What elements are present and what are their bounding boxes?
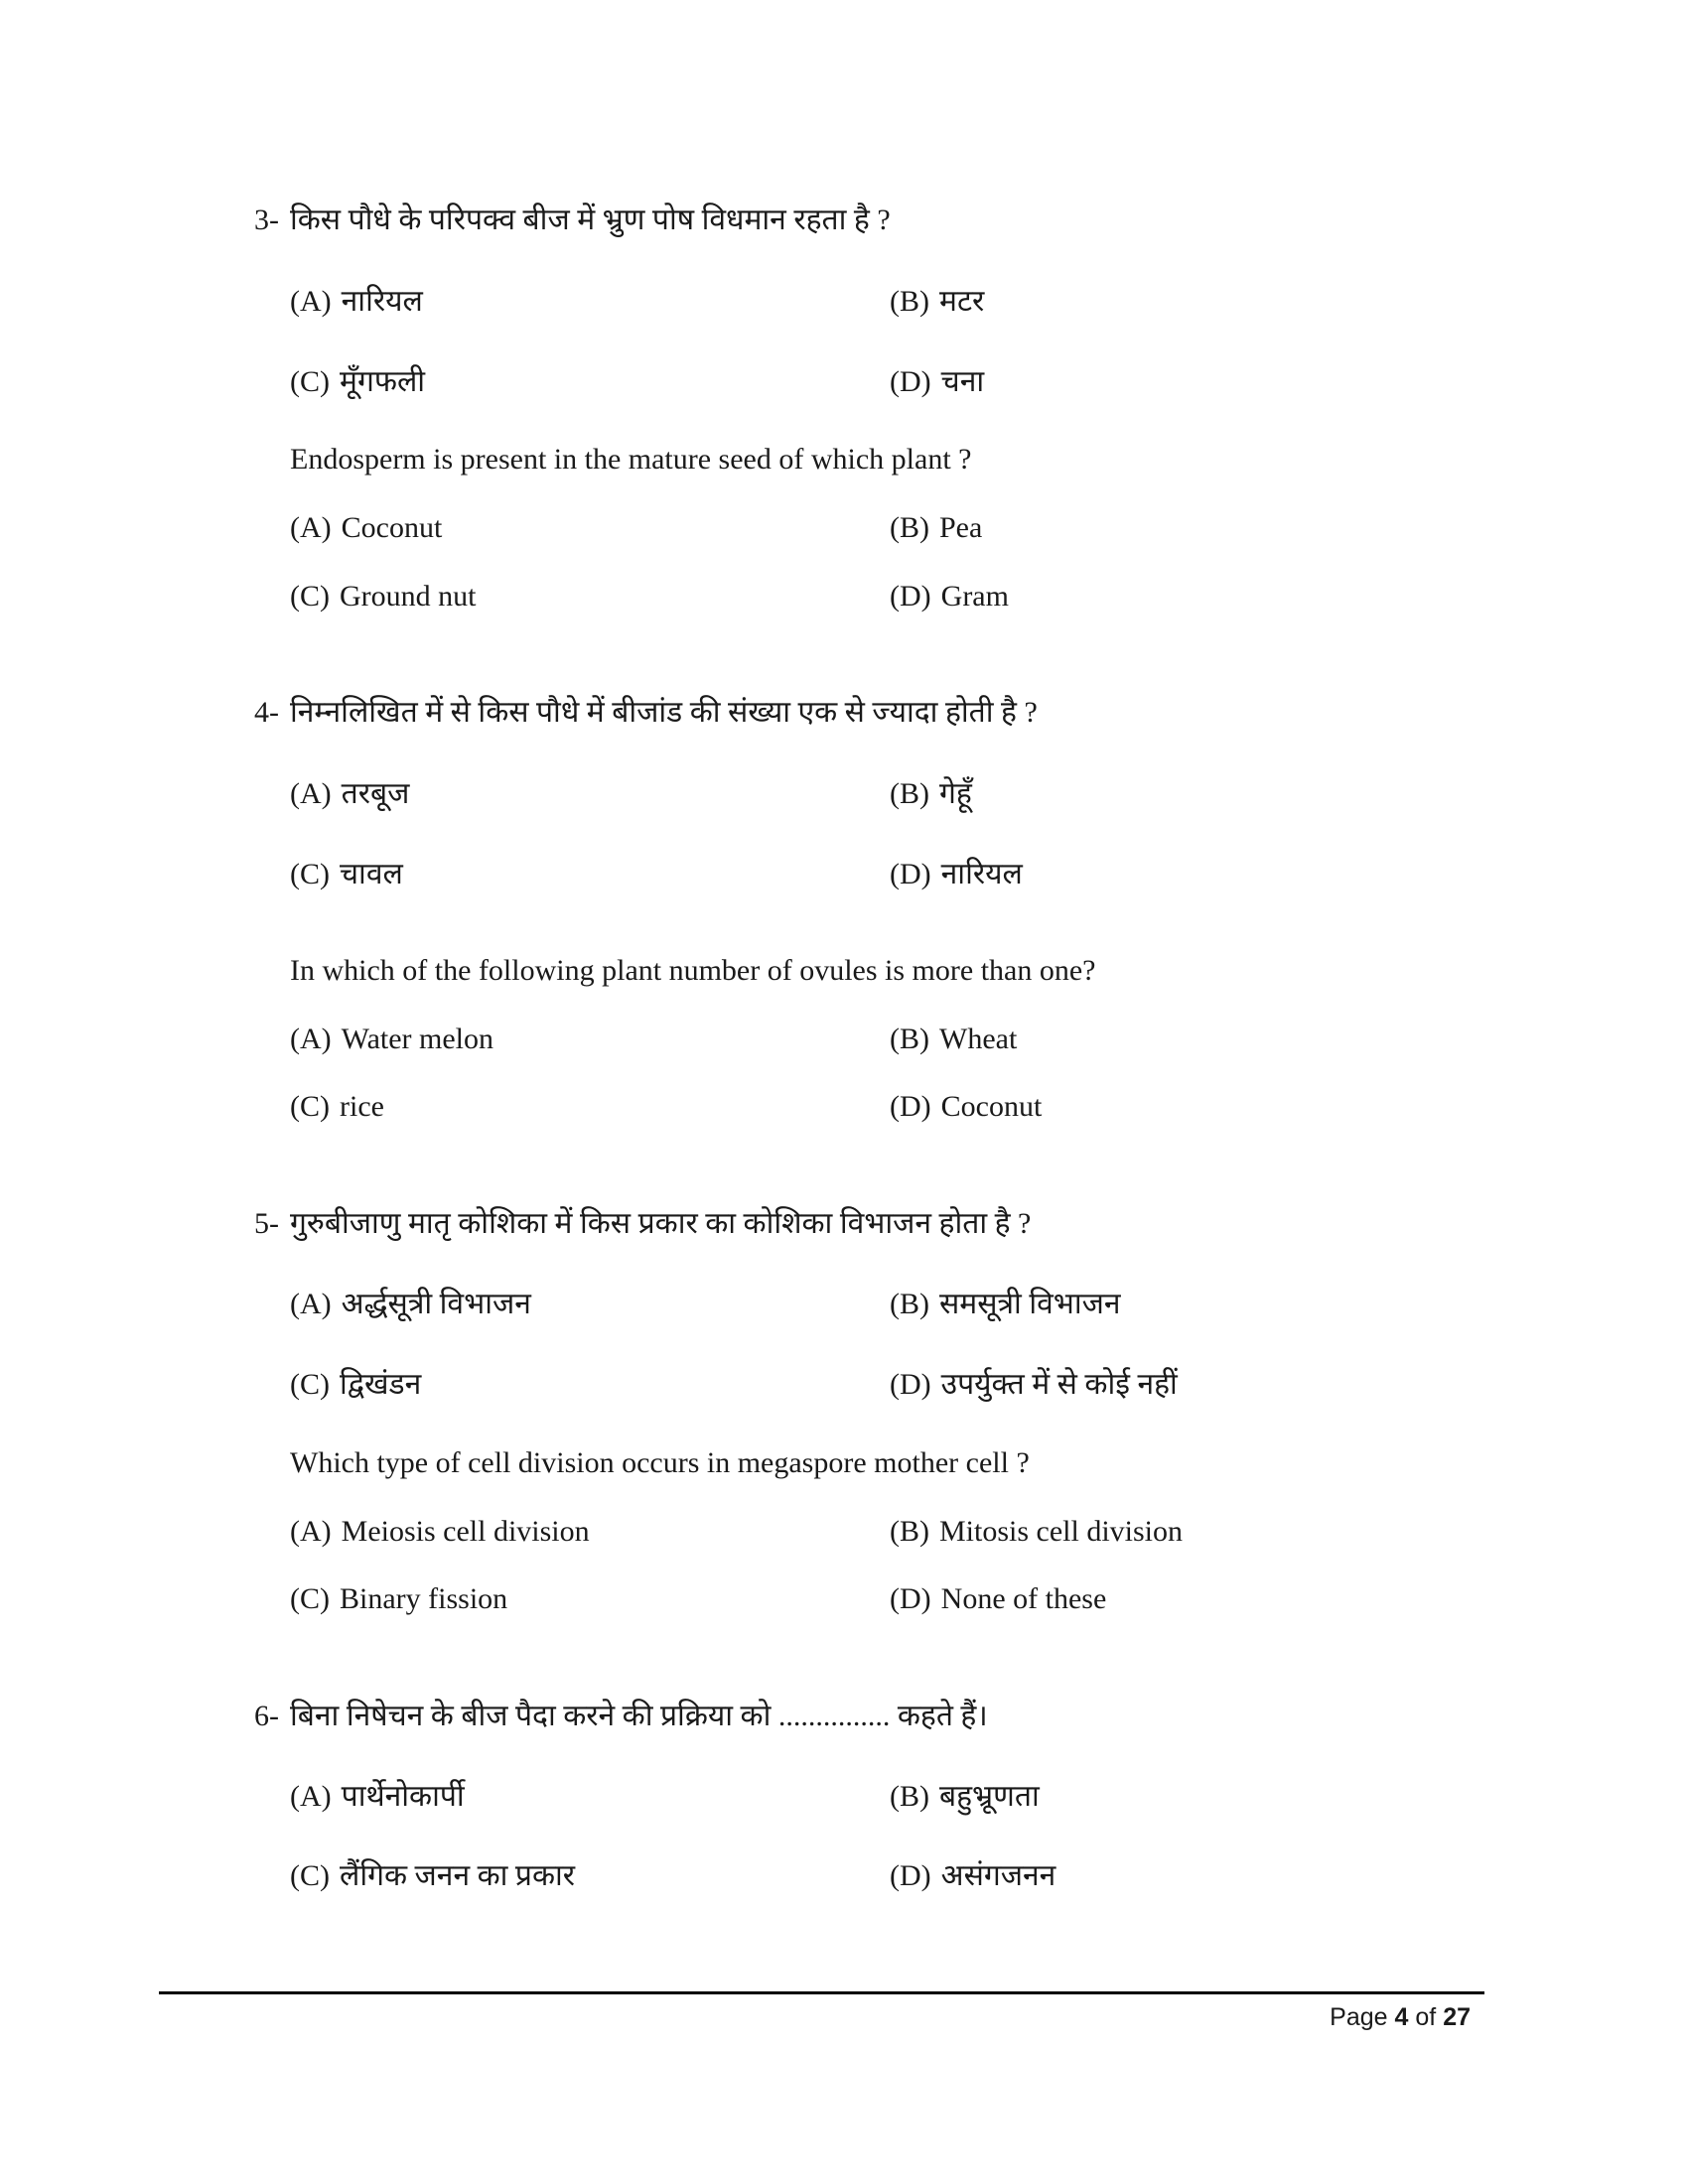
- option-text: Binary fission: [340, 1582, 508, 1615]
- question-text-english: Endosperm is present in the mature seed of which plant ?: [290, 443, 972, 476]
- option-text: Pea: [939, 511, 983, 544]
- page-word: Page: [1330, 2003, 1388, 2031]
- option-hindi: [290, 855, 403, 894]
- option-hindi: [290, 282, 423, 322]
- option-text: समसूत्री विभाजन: [939, 1288, 1121, 1320]
- option-text: चना: [940, 365, 985, 398]
- question-number: 5-: [254, 1207, 279, 1240]
- option-english: [290, 577, 477, 616]
- question-hindi: [254, 1697, 988, 1736]
- option-english: [890, 1579, 1106, 1619]
- option-label: (D): [890, 1368, 931, 1401]
- option-label: (C): [290, 580, 330, 613]
- option-text: मटर: [939, 285, 985, 318]
- question-text-english: Which type of cell division occurs in megaspore mother cell ?: [290, 1446, 1030, 1479]
- question-text-hindi: गुरुबीजाणु मातृ कोशिका में किस प्रकार का कोशिका विभाजन होता है ?: [290, 1207, 1032, 1240]
- question-text-english: In which of the following plant number of ovules is more than one?: [290, 954, 1096, 987]
- option-label: (C): [290, 365, 330, 398]
- option-english: [890, 1087, 1042, 1127]
- option-text: गेहूँ: [939, 777, 972, 810]
- option-label: (D): [890, 858, 931, 890]
- option-label: (D): [890, 1582, 931, 1615]
- option-hindi: [890, 855, 1023, 894]
- option-label: (C): [290, 858, 330, 890]
- option-text: उपर्युक्त में से कोई नहीं: [940, 1368, 1178, 1401]
- option-hindi: [890, 362, 984, 402]
- option-english: [290, 1512, 590, 1552]
- option-text: Coconut: [940, 1090, 1043, 1123]
- option-text: Water melon: [341, 1023, 494, 1055]
- option-text: Gram: [940, 580, 1009, 613]
- option-label: (B): [890, 1515, 929, 1548]
- page-number: [1330, 2003, 1471, 2032]
- option-label: (C): [290, 1582, 330, 1615]
- option-english: [290, 1579, 507, 1619]
- question-number: 3-: [254, 204, 279, 236]
- option-english: [290, 1020, 493, 1059]
- option-hindi: [890, 1856, 1055, 1896]
- option-label: (A): [290, 1515, 332, 1548]
- option-label: (A): [290, 1288, 332, 1320]
- option-text: द्विखंडन: [340, 1368, 422, 1401]
- question-text-hindi: किस पौधे के परिपक्व बीज में भ्रुण पोष विधमान रहता है ?: [290, 204, 891, 236]
- option-text: लैंगिक जनन का प्रकार: [340, 1859, 576, 1892]
- option-hindi: [890, 282, 984, 322]
- option-label: (B): [890, 511, 929, 544]
- option-text: असंगजनन: [940, 1859, 1056, 1892]
- option-hindi: [890, 1777, 1040, 1817]
- option-label: (B): [890, 285, 929, 318]
- option-english: [890, 577, 1009, 616]
- option-label: (A): [290, 511, 332, 544]
- question-number: 6-: [254, 1700, 279, 1732]
- option-hindi: [890, 1285, 1121, 1324]
- option-label: (D): [890, 365, 931, 398]
- option-label: (C): [290, 1859, 330, 1892]
- option-label: (A): [290, 1023, 332, 1055]
- question-text-hindi: बिना निषेचन के बीज पैदा करने की प्रक्रिया को ............... कहते हैं।: [290, 1700, 988, 1732]
- option-hindi: [290, 362, 425, 402]
- option-label: (B): [890, 1023, 929, 1055]
- option-label: (C): [290, 1368, 330, 1401]
- question-number: 4-: [254, 696, 279, 729]
- option-english: [890, 1512, 1183, 1552]
- option-text: चावल: [340, 858, 403, 890]
- of-word: of: [1415, 2003, 1437, 2031]
- option-label: (A): [290, 285, 332, 318]
- option-text: नारियल: [341, 285, 423, 318]
- option-label: (B): [890, 1780, 929, 1813]
- option-text: तरबूज: [341, 777, 410, 810]
- option-text: Coconut: [341, 511, 443, 544]
- option-label: (D): [890, 1859, 931, 1892]
- option-label: (B): [890, 777, 929, 810]
- option-label: (A): [290, 777, 332, 810]
- option-hindi: [290, 1856, 575, 1896]
- option-english: [290, 508, 442, 548]
- option-label: (B): [890, 1288, 929, 1320]
- option-text: Mitosis cell division: [939, 1515, 1184, 1548]
- option-english: [890, 1020, 1017, 1059]
- footer-divider: [159, 1991, 1484, 1994]
- option-text: बहुभ्रूणता: [939, 1780, 1040, 1813]
- option-english: [290, 1087, 384, 1127]
- question-hindi: [254, 201, 891, 240]
- option-text: पार्थेनोकार्पी: [341, 1780, 465, 1813]
- option-text: नारियल: [940, 858, 1023, 890]
- option-hindi: [290, 1777, 465, 1817]
- total-pages: 27: [1443, 2003, 1471, 2031]
- option-label: (A): [290, 1780, 332, 1813]
- option-text: None of these: [940, 1582, 1107, 1615]
- option-text: Ground nut: [340, 580, 477, 613]
- option-hindi: [890, 1365, 1178, 1405]
- option-text: मूँगफली: [340, 365, 426, 398]
- question-hindi: [254, 1204, 1031, 1244]
- option-hindi: [290, 1285, 531, 1324]
- option-english: [890, 508, 982, 548]
- option-hindi: [290, 1365, 421, 1405]
- option-text: Wheat: [939, 1023, 1018, 1055]
- option-hindi: [890, 774, 972, 814]
- question-text-hindi: निम्नलिखित में से किस पौधे में बीजांड की संख्या एक से ज्यादा होती है ?: [290, 696, 1038, 729]
- option-text: अर्द्धसूत्री विभाजन: [341, 1288, 531, 1320]
- option-label: (D): [890, 580, 931, 613]
- option-text: Meiosis cell division: [341, 1515, 590, 1548]
- current-page: 4: [1394, 2003, 1409, 2031]
- question-hindi: [254, 693, 1038, 733]
- option-hindi: [290, 774, 409, 814]
- option-label: (C): [290, 1090, 330, 1123]
- option-text: rice: [340, 1090, 384, 1123]
- option-label: (D): [890, 1090, 931, 1123]
